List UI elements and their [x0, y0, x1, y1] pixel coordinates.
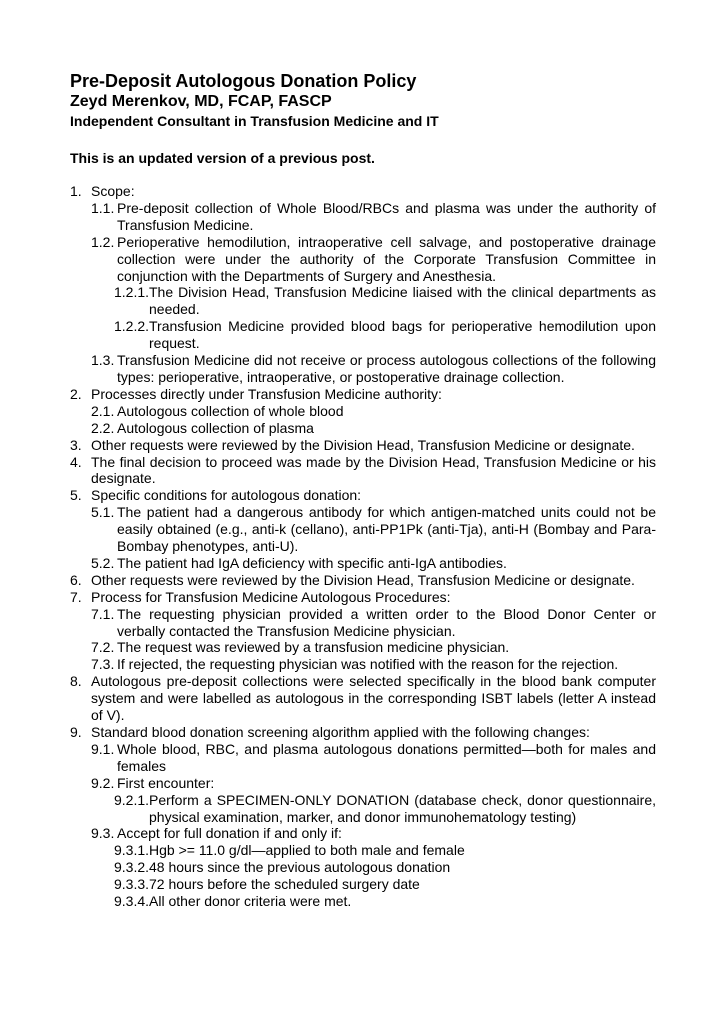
- item-number: 1.2.1.: [114, 284, 150, 301]
- item-number: 9.3.1.: [114, 842, 150, 859]
- item-number: 7.2.: [91, 639, 115, 656]
- list-item: [0, 825, 724, 842]
- item-number: 1.1.: [91, 199, 115, 216]
- item-number: 9.3.: [91, 825, 115, 842]
- affiliation-line: Independent Consultant in Transfusion Medicine and IT: [70, 113, 439, 129]
- item-number: 6.: [70, 571, 82, 588]
- list-item: [0, 318, 724, 352]
- list-item: [0, 284, 724, 318]
- item-text: Whole blood, RBC, and plasma autologous donations permitted—both for males and females: [117, 740, 656, 774]
- item-number: 7.3.: [91, 656, 115, 673]
- item-text: Processes directly under Transfusion Medicine authority:: [91, 385, 442, 402]
- list-item: [0, 606, 724, 640]
- item-number: 9.2.1.: [114, 791, 150, 808]
- list-item: [0, 454, 724, 488]
- item-text: Autologous pre-deposit collections were selected specifically in the blood bank computer system and were labelled as autologous in the corresponding ISBT labels (letter A instead of V).: [91, 673, 656, 724]
- item-text: Standard blood donation screening algorithm applied with the following changes:: [91, 724, 590, 740]
- item-number: 9.: [70, 724, 82, 740]
- item-text: Autologous collection of plasma: [117, 419, 314, 436]
- list-item: [0, 403, 724, 420]
- item-number: 1.2.: [91, 233, 115, 250]
- item-text: Hgb >= 11.0 g/dl—applied to both male and female: [149, 842, 465, 859]
- item-number: 8.: [70, 673, 82, 690]
- list-item: [0, 504, 724, 555]
- list-item: [0, 724, 724, 741]
- item-text: Process for Transfusion Medicine Autologous Procedures:: [91, 588, 451, 605]
- item-text: Transfusion Medicine provided blood bags for perioperative hemodilution upon request.: [149, 318, 656, 352]
- item-number: 4.: [70, 453, 82, 470]
- item-number: 1.: [70, 183, 82, 199]
- list-item: [0, 775, 724, 792]
- list-item: [0, 234, 724, 285]
- list-item: [0, 792, 724, 826]
- item-text: The request was reviewed by a transfusion medicine physician.: [117, 639, 510, 656]
- item-text: Perform a SPECIMEN-ONLY DONATION (database check, donor questionnaire, physical examination, marker, and donor immunohematology testing): [149, 791, 656, 825]
- item-text: Autologous collection of whole blood: [117, 402, 344, 419]
- item-number: 9.3.3.: [114, 876, 150, 893]
- list-item: [0, 487, 724, 504]
- item-number: 3.: [70, 436, 82, 453]
- item-text: Specific conditions for autologous donation:: [91, 487, 362, 504]
- list-item: [0, 555, 724, 572]
- item-text: 48 hours since the previous autologous donation: [149, 859, 451, 876]
- document-title: Pre-Deposit Autologous Donation Policy: [70, 71, 417, 91]
- list-item: [0, 352, 724, 386]
- list-item: [0, 386, 724, 403]
- item-number: 5.1.: [91, 504, 115, 521]
- item-number: 5.2.: [91, 554, 115, 571]
- item-text: The patient had a dangerous antibody for which antigen-matched units could not be easily obtained (e.g., anti-k (cellano), anti-PP1Pk (anti-Tja), anti-H (Bombay and Para-Bombay phenotypes, anti-U).: [117, 504, 656, 555]
- item-text: All other donor criteria were met.: [149, 893, 352, 910]
- item-number: 2.: [70, 385, 82, 402]
- list-item: [0, 876, 724, 893]
- item-number: 1.2.2.: [114, 318, 150, 335]
- list-item: [0, 673, 724, 724]
- list-item: [0, 572, 724, 589]
- item-number: 2.2.: [91, 419, 115, 436]
- item-text: Other requests were reviewed by the Division Head, Transfusion Medicine or designate.: [91, 571, 635, 588]
- item-text: The Division Head, Transfusion Medicine liaised with the clinical departments as needed.: [149, 284, 656, 318]
- item-text: Pre-deposit collection of Whole Blood/RBCs and plasma was under the authority of Transfusion Medicine.: [117, 199, 656, 233]
- item-text: Other requests were reviewed by the Division Head, Transfusion Medicine or designate.: [91, 436, 635, 453]
- item-text: Scope:: [91, 183, 135, 199]
- policy-list: [0, 183, 724, 910]
- list-item: [0, 589, 724, 606]
- item-number: 1.3.: [91, 352, 115, 369]
- list-item: [0, 639, 724, 656]
- list-item: [0, 842, 724, 859]
- item-number: 5.: [70, 487, 82, 504]
- item-number: 2.1.: [91, 402, 115, 419]
- list-item: [0, 420, 724, 437]
- item-text: Accept for full donation if and only if:: [117, 825, 342, 842]
- item-text: If rejected, the requesting physician was notified with the reason for the rejection.: [117, 656, 619, 673]
- item-number: 7.: [70, 588, 82, 605]
- item-text: First encounter:: [117, 774, 215, 791]
- item-number: 9.3.4.: [114, 893, 150, 910]
- list-item: [0, 741, 724, 775]
- item-text: The patient had IgA deficiency with specific anti-IgA antibodies.: [117, 554, 507, 571]
- item-number: 9.2.: [91, 774, 115, 791]
- author-line: Zeyd Merenkov, MD, FCAP, FASCP: [70, 93, 332, 110]
- list-item: [0, 656, 724, 673]
- item-number: 7.1.: [91, 605, 115, 622]
- list-item: [0, 859, 724, 876]
- list-item: [0, 200, 724, 234]
- list-item: [0, 437, 724, 454]
- item-text: Transfusion Medicine did not receive or process autologous collections of the following types: perioperative, intraoperative, or postoperative drainage collection.: [117, 352, 656, 385]
- item-text: The final decision to proceed was made by the Division Head, Transfusion Medicine or his designate.: [91, 453, 656, 487]
- item-text: 72 hours before the scheduled surgery date: [149, 876, 420, 893]
- update-note: This is an updated version of a previous post.: [70, 150, 375, 166]
- item-number: 9.1.: [91, 740, 115, 757]
- item-text: The requesting physician provided a written order to the Blood Donor Center or verbally contacted the Transfusion Medicine physician.: [117, 605, 656, 639]
- list-item: [0, 893, 724, 910]
- item-text: Perioperative hemodilution, intraoperative cell salvage, and postoperative drainage collection were under the authority of the Corporate Transfusion Committee in conjunction with the Departments of Surgery and Anesthesia.: [117, 233, 656, 284]
- item-number: 9.3.2.: [114, 859, 150, 876]
- list-item: [0, 183, 724, 200]
